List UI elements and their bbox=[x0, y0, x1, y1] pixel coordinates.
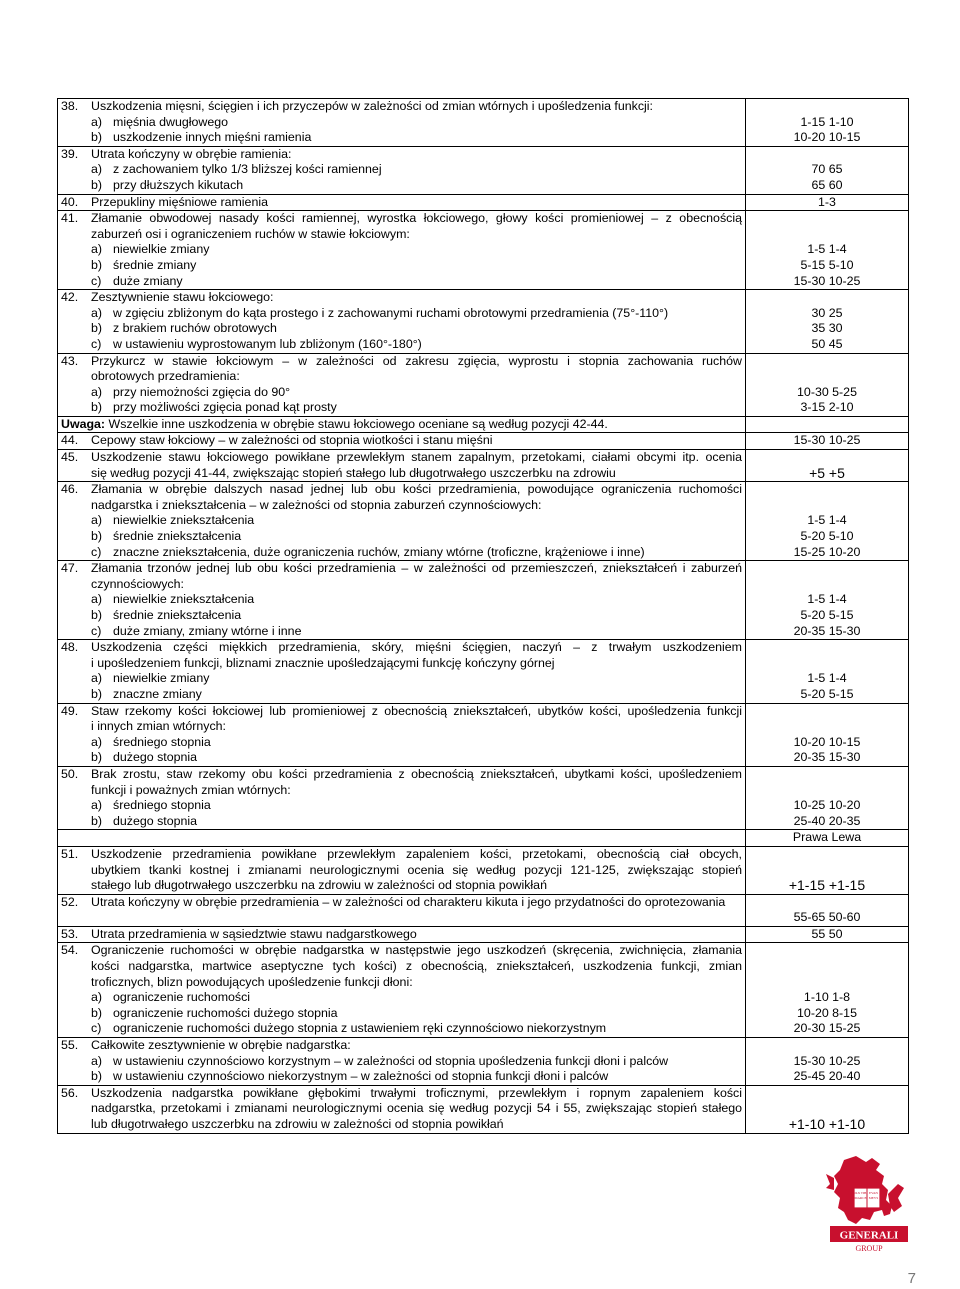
table-row bbox=[58, 211, 909, 290]
row-heading bbox=[61, 433, 742, 449]
rate-value: 1-5 1-4 bbox=[807, 242, 847, 257]
rate-value: +5 +5 bbox=[809, 464, 845, 481]
row-number: 40. bbox=[61, 194, 79, 209]
rate-value: 1-3 bbox=[818, 194, 836, 209]
rate-value: 10-20 8-15 bbox=[797, 1005, 857, 1020]
row-heading bbox=[61, 767, 742, 783]
row-description bbox=[58, 353, 746, 416]
row-description bbox=[58, 703, 746, 766]
rate-value: 20-35 15-30 bbox=[793, 750, 861, 765]
row-heading bbox=[61, 482, 742, 498]
table-row bbox=[58, 290, 909, 353]
row-number: 55. bbox=[61, 1038, 79, 1053]
sub-item bbox=[61, 258, 742, 274]
svg-text:MEVS: MEVS bbox=[868, 1196, 879, 1200]
row-value-cell bbox=[746, 482, 909, 561]
rate-value: 10-20 10-15 bbox=[793, 734, 861, 749]
rate-value: 65 60 bbox=[811, 177, 843, 192]
table-row bbox=[58, 1085, 909, 1133]
sub-item-letter: b) bbox=[91, 686, 103, 701]
rate-value: 5-20 5-15 bbox=[800, 686, 854, 701]
svg-text:EVAN: EVAN bbox=[869, 1191, 878, 1195]
row-heading bbox=[61, 895, 742, 911]
row-number: 49. bbox=[61, 703, 79, 718]
rate-value: 20-35 15-30 bbox=[793, 623, 861, 638]
logo-group: GROUP bbox=[855, 1244, 883, 1253]
row-title-continuation: troficznych, blizn powodujących upośledzenie funkcji dłoni: bbox=[91, 974, 413, 989]
sub-item bbox=[61, 687, 742, 703]
sub-item bbox=[61, 1054, 742, 1070]
row-number: 44. bbox=[61, 433, 79, 448]
sub-item-text: mięśnia dwugłowego bbox=[113, 114, 229, 129]
row-description bbox=[58, 766, 746, 829]
table-row bbox=[58, 450, 909, 482]
sub-item bbox=[61, 306, 742, 322]
sub-item-text: dużego stopnia bbox=[113, 813, 198, 828]
row-title: Staw rzekomy kości łokciowej lub promieniowej z obecnością zniekształceń, ubytków kości, upośledzenia funkcji bbox=[91, 703, 742, 718]
page-number: 7 bbox=[907, 1270, 916, 1287]
row-description bbox=[58, 894, 746, 926]
note-value-cell bbox=[746, 416, 909, 433]
row-title: Brak zrostu, staw rzekomy obu kości przedramienia z obecnością zniekształceń, ubytkami kości, upośledzeniem bbox=[91, 766, 742, 781]
spacer bbox=[61, 910, 742, 926]
rate-value: 1-10 1-8 bbox=[803, 990, 851, 1005]
sub-item bbox=[61, 592, 742, 608]
sub-item-text: niewielkie zniekształcenia bbox=[113, 513, 255, 528]
row-value-cell bbox=[746, 894, 909, 926]
sub-item-letter: b) bbox=[91, 130, 103, 145]
rate-value: 5-20 5-10 bbox=[800, 529, 854, 544]
row-value-cell bbox=[746, 846, 909, 894]
sub-item-text: średnie zmiany bbox=[113, 257, 197, 272]
row-title: Ograniczenie ruchomości w obrębie nadgarstka w następstwie jego uszkodzeń (skręcenia, zwichnięcia, złamania bbox=[91, 943, 742, 958]
row-value-cell bbox=[746, 353, 909, 416]
table-row bbox=[58, 482, 909, 561]
sub-item-text: średnie zniekształcenia bbox=[113, 529, 242, 544]
sub-item-letter: a) bbox=[91, 734, 103, 749]
row-title: Utrata kończyny w obrębie przedramienia – w zależności od charakteru kikuta i jego przydatności do oprotezowania bbox=[91, 894, 726, 909]
row-value-cell bbox=[746, 433, 909, 450]
sub-item bbox=[61, 545, 742, 561]
row-description bbox=[58, 943, 746, 1038]
rate-value: 35 30 bbox=[811, 321, 843, 336]
sub-item-text: w zgięciu zbliżonym do kąta prostego i z zachowanymi ruchami obrotowymi przedramienia (75°-110°) bbox=[113, 305, 669, 320]
row-value-cell bbox=[746, 194, 909, 211]
row-number: 51. bbox=[61, 846, 79, 861]
table-row bbox=[58, 1038, 909, 1086]
sub-item-letter: a) bbox=[91, 671, 103, 686]
row-title-continuation: lub długotrwałego uszczerbku na zdrowiu w zależności od stopnia powikłań bbox=[91, 1117, 504, 1131]
sub-item bbox=[61, 321, 742, 337]
sub-item bbox=[61, 242, 742, 258]
row-title-continuation: się według pozycji 41-44, zwiększając stopień stałego lub długotrwałego uszczerbku na zdrowiu bbox=[91, 465, 616, 480]
row-description bbox=[58, 146, 746, 194]
generali-logo bbox=[826, 1154, 910, 1254]
row-number: 53. bbox=[61, 926, 79, 941]
row-title: Zesztywnienie stawu łokciowego: bbox=[91, 290, 274, 305]
sub-item bbox=[61, 814, 742, 830]
sub-item-letter: c) bbox=[91, 623, 102, 638]
sub-item-text: niewielkie zmiany bbox=[113, 242, 210, 257]
row-title-continuation: obrotowych przedramienia: bbox=[91, 369, 240, 384]
table-row bbox=[58, 943, 909, 1038]
row-number: 46. bbox=[61, 482, 79, 497]
row-description bbox=[58, 1038, 746, 1086]
row-description bbox=[58, 450, 746, 482]
sub-item bbox=[61, 400, 742, 416]
rate-value: 55 50 bbox=[811, 926, 843, 941]
sub-item bbox=[61, 1069, 742, 1085]
row-description bbox=[58, 290, 746, 353]
row-title: Przykurcz w stawie łokciowym – w zależności od zakresu zgięcia, wyprostu i stopnia zachowania ruchów bbox=[91, 353, 742, 368]
row-number: 56. bbox=[61, 1085, 79, 1100]
sub-item-letter: a) bbox=[91, 592, 103, 607]
row-description bbox=[58, 482, 746, 561]
sub-item-text: ograniczenie ruchomości dużego stopnia bbox=[113, 1005, 338, 1020]
sub-item-text: duże zmiany bbox=[113, 273, 183, 288]
rate-value: 10-30 5-25 bbox=[797, 384, 857, 399]
row-title: Utrata przedramienia w sąsiedztwie stawu nadgarstkowego bbox=[91, 926, 417, 941]
sub-item-text: w ustawieniu czynnościowo korzystnym – w zależności od stopnia upośledzenia funkcji dłoni i palców bbox=[113, 1053, 669, 1068]
row-description bbox=[58, 561, 746, 640]
row-description bbox=[58, 1085, 746, 1133]
note-cell bbox=[58, 416, 746, 433]
rate-value: 1-5 1-4 bbox=[807, 592, 847, 607]
row-heading bbox=[61, 1038, 742, 1054]
rate-value: 1-5 1-4 bbox=[807, 513, 847, 528]
row-number: 52. bbox=[61, 894, 79, 909]
row-value-cell bbox=[746, 943, 909, 1038]
row-title-continuation: i innych zmian wtórnych: bbox=[91, 719, 226, 734]
rate-value: 15-30 10-25 bbox=[793, 273, 861, 288]
table-row bbox=[58, 99, 909, 147]
sub-item-letter: a) bbox=[91, 798, 103, 813]
sub-item bbox=[61, 624, 742, 640]
row-value-cell bbox=[746, 1038, 909, 1086]
sub-item bbox=[61, 990, 742, 1006]
sub-item-letter: a) bbox=[91, 1053, 103, 1068]
sub-item-text: dużego stopnia bbox=[113, 750, 198, 765]
rate-value: 5-15 5-10 bbox=[800, 257, 854, 272]
sub-item-letter: b) bbox=[91, 1005, 103, 1020]
row-heading bbox=[61, 640, 742, 656]
row-title-continuation: czynnościowych: bbox=[91, 576, 184, 591]
sub-item bbox=[61, 750, 742, 766]
sub-item bbox=[61, 178, 742, 194]
sub-item bbox=[61, 274, 742, 290]
sub-item-letter: b) bbox=[91, 750, 103, 765]
row-number: 48. bbox=[61, 640, 79, 655]
label-row-empty bbox=[58, 830, 746, 847]
sub-item-letter: a) bbox=[91, 305, 103, 320]
row-title-continuation: nadgarstka i zniekształcenia – w zależności od stopnia zaburzeń czynnościowych: bbox=[91, 497, 542, 512]
rate-value: 70 65 bbox=[811, 162, 843, 177]
row-value-cell bbox=[746, 703, 909, 766]
row-heading bbox=[61, 450, 742, 466]
sub-item-letter: b) bbox=[91, 321, 103, 336]
sub-item-text: przy niemożności zgięcia do 90° bbox=[113, 384, 291, 399]
table-row bbox=[58, 766, 909, 829]
row-heading bbox=[61, 354, 742, 370]
table-row bbox=[58, 194, 909, 211]
note-row bbox=[58, 416, 909, 433]
sub-item-text: średnie zniekształcenia bbox=[113, 608, 242, 622]
row-title-continuation: zaburzeń osi i ograniczeniem ruchów w stawie łokciowym: bbox=[91, 226, 410, 241]
sub-item-letter: a) bbox=[91, 114, 103, 129]
sub-item bbox=[61, 608, 742, 624]
rate-value: 15-30 10-25 bbox=[793, 433, 861, 448]
row-title: Uszkodzenia mięsni, ścięgien i ich przyczepów w zależności od zmian wtórnych i upośledzenia funkcji: bbox=[91, 99, 653, 113]
sub-item-text: z brakiem ruchów obrotowych bbox=[113, 321, 277, 336]
row-number: 41. bbox=[61, 211, 79, 226]
row-heading bbox=[61, 927, 742, 943]
sub-item-text: ograniczenie ruchomości bbox=[113, 990, 251, 1005]
sub-item-letter: b) bbox=[91, 608, 103, 622]
sub-item-text: niewielkie zmiany bbox=[113, 671, 210, 686]
sub-item-text: przy dłuższych kikutach bbox=[113, 177, 244, 192]
row-number: 43. bbox=[61, 353, 79, 368]
row-title: Uszkodzenie przedramienia powikłane przewlekłym zapaleniem kości, przetokami, obecnością ciał obcych, bbox=[91, 846, 742, 861]
rate-value: 15-30 10-25 bbox=[793, 1053, 861, 1068]
row-title: Utrata kończyny w obrębie ramienia: bbox=[91, 146, 292, 161]
row-title: Uszkodzenia nadgarstka powikłane głębokimi trwałymi troficznymi, przewlekłym i ropnym zapaleniem kości bbox=[91, 1085, 742, 1100]
row-value-cell bbox=[746, 1085, 909, 1133]
row-title: Złamanie obwodowej nasady kości ramiennej, wyrostka łokciowego, głowy kości promieniowej – z obecnością bbox=[91, 211, 742, 226]
rate-value: 20-30 15-25 bbox=[793, 1021, 861, 1036]
sub-item-text: znaczne zniekształcenia, duże ograniczenia ruchów, zmiany wtórne (troficzne, krążeniowe i inne) bbox=[113, 544, 645, 559]
row-description bbox=[58, 99, 746, 147]
row-number: 38. bbox=[61, 99, 79, 113]
row-title-continuation: stałego lub długotrwałego uszczerbku na zdrowiu w zależności od stopnia powikłań bbox=[91, 878, 547, 893]
rate-value: 1-15 1-10 bbox=[800, 114, 854, 129]
row-heading bbox=[61, 561, 742, 577]
row-value-cell bbox=[746, 146, 909, 194]
logo-brand: GENERALI bbox=[839, 1229, 899, 1242]
table-row bbox=[58, 926, 909, 943]
rate-value: 30 25 bbox=[811, 305, 843, 320]
row-title: Uszkodzenia części miękkich przedramienia, skóry, mięśni ścięgien, naczyń – z trwałym uszkodzeniem bbox=[91, 640, 742, 655]
row-description bbox=[58, 926, 746, 943]
sub-item bbox=[61, 671, 742, 687]
table-row bbox=[58, 894, 909, 926]
sub-item bbox=[61, 529, 742, 545]
row-title: Całkowite zesztywnienie w obrębie nadgarstka: bbox=[91, 1038, 351, 1053]
rate-value: +1-10 +1-10 bbox=[788, 1116, 866, 1132]
row-number: 50. bbox=[61, 766, 79, 781]
sub-item-letter: c) bbox=[91, 544, 102, 559]
row-title-continuation: funkcji i poważnych zmian wtórnych: bbox=[91, 782, 291, 797]
row-number: 39. bbox=[61, 146, 79, 161]
rate-value: 10-20 10-15 bbox=[793, 130, 861, 145]
sub-item-text: duże zmiany, zmiany wtórne i inne bbox=[113, 623, 302, 638]
sub-item-text: znaczne zmiany bbox=[113, 686, 202, 701]
rate-value: 55-65 50-60 bbox=[793, 910, 861, 925]
row-heading bbox=[61, 147, 742, 163]
sub-item-letter: c) bbox=[91, 273, 102, 288]
row-title-continuation: nadgarstka, przetokami i zmianami neurologicznymi ocenia się według pozycji 54 i 55, zwiększając stopień stałego bbox=[91, 1101, 742, 1116]
insurance-rates-table bbox=[57, 98, 909, 1134]
sub-item bbox=[61, 798, 742, 814]
sub-item bbox=[61, 162, 742, 178]
rate-value: +1-15 +1-15 bbox=[788, 877, 866, 894]
row-value-cell bbox=[746, 450, 909, 482]
sub-item bbox=[61, 337, 742, 353]
row-number: 42. bbox=[61, 290, 79, 305]
table-row bbox=[58, 703, 909, 766]
row-number: 47. bbox=[61, 561, 79, 576]
sub-item-text: uszkodzenie innych mięśni ramienia bbox=[113, 130, 312, 145]
row-title-continuation: i upośledzeniem funkcji, bliznami znacznie upośledzającymi funkcję kończyny górnej bbox=[91, 655, 555, 670]
table-row bbox=[58, 640, 909, 703]
sub-item bbox=[61, 735, 742, 751]
row-value-cell bbox=[746, 211, 909, 290]
side-label: Prawa Lewa bbox=[792, 830, 862, 845]
row-value-cell bbox=[746, 926, 909, 943]
table-row bbox=[58, 846, 909, 894]
table-row bbox=[58, 433, 909, 450]
sub-item-letter: a) bbox=[91, 384, 103, 399]
sub-item-letter: b) bbox=[91, 813, 103, 828]
sub-item-letter: b) bbox=[91, 1069, 103, 1084]
sub-item-text: w ustawieniu wyprostowanym lub zbliżonym (160°-180°) bbox=[113, 336, 422, 351]
row-heading bbox=[61, 1086, 742, 1102]
sub-item bbox=[61, 385, 742, 401]
row-value-cell bbox=[746, 766, 909, 829]
row-heading bbox=[61, 290, 742, 306]
row-title-continuation: kości nadgarstka, martwice aseptyczne tych kości) z obecnością, zniekształceń, uszkodzenia funkcji, zmian bbox=[91, 959, 742, 974]
row-heading bbox=[61, 99, 742, 115]
sub-item-letter: b) bbox=[91, 177, 103, 192]
row-description bbox=[58, 846, 746, 894]
sub-item-letter: b) bbox=[91, 529, 103, 544]
rate-value: 25-45 20-40 bbox=[793, 1069, 861, 1084]
rate-value: 50 45 bbox=[811, 336, 843, 351]
note-text: Wszelkie inne uszkodzenia w obrębie stawu łokciowego oceniane są według pozycji 42-44. bbox=[105, 416, 608, 431]
row-title: Złamania w obrębie dalszych nasad jednej lub obu kości przedramienia, powodujące ograniczenia ruchomości bbox=[91, 482, 742, 497]
sub-item-text: średniego stopnia bbox=[113, 734, 211, 749]
row-number: 54. bbox=[61, 943, 79, 958]
sub-item bbox=[61, 1006, 742, 1022]
row-title: Złamania trzonów jednej lub obu kości przedramienia – w zależności od przemieszczeń, zniekształceń i zaburzeń bbox=[91, 561, 742, 576]
row-value-cell bbox=[746, 99, 909, 147]
sub-item-text: z zachowaniem tylko 1/3 bliższej kości ramiennej bbox=[113, 162, 382, 177]
note-label: Uwaga: bbox=[61, 416, 106, 431]
row-title: Uszkodzenie stawu łokciowego powikłane przewlekłym stanem zapalnym, przetokami, ciałami obcymi itp. ocenia bbox=[91, 450, 742, 465]
row-title: Przepukliny mięśniowe ramienia bbox=[91, 194, 268, 209]
row-description bbox=[58, 194, 746, 211]
svg-text:MARCE: MARCE bbox=[854, 1196, 867, 1200]
sub-item-letter: a) bbox=[91, 513, 103, 528]
sub-item-text: niewielkie zniekształcenia bbox=[113, 592, 255, 607]
row-number: 45. bbox=[61, 450, 79, 465]
sub-item-text: w ustawieniu czynnościowo niekorzystnym – w zależności od stopnia funkcji dłoni i palców bbox=[113, 1069, 609, 1084]
row-description bbox=[58, 211, 746, 290]
table-row bbox=[58, 561, 909, 640]
sub-item bbox=[61, 1021, 742, 1037]
table-body bbox=[58, 99, 909, 1134]
rate-value: 15-25 10-20 bbox=[793, 544, 861, 559]
row-heading bbox=[61, 704, 742, 720]
sub-item bbox=[61, 130, 742, 146]
sub-item-letter: a) bbox=[91, 242, 103, 257]
sub-item-letter: a) bbox=[91, 990, 103, 1005]
row-description bbox=[58, 640, 746, 703]
sub-item-letter: b) bbox=[91, 257, 103, 272]
sub-item-letter: a) bbox=[91, 162, 103, 177]
label-row bbox=[58, 830, 909, 847]
row-value-cell bbox=[746, 290, 909, 353]
side-label-cell bbox=[746, 830, 909, 847]
row-heading bbox=[61, 847, 742, 863]
row-description bbox=[58, 433, 746, 450]
row-heading bbox=[61, 943, 742, 959]
sub-item-text: ograniczenie ruchomości dużego stopnia z ustawieniem ręki czynnościowo niekorzystnym bbox=[113, 1021, 607, 1036]
sub-item bbox=[61, 115, 742, 131]
rate-value: 10-25 10-20 bbox=[793, 798, 861, 813]
row-heading bbox=[61, 211, 742, 227]
row-title: Cepowy staw łokciowy – w zależności od stopnia wiotkości i stanu mięśni bbox=[91, 433, 493, 448]
rate-value: 3-15 2-10 bbox=[800, 400, 854, 415]
sub-item-text: przy możliwości zgięcia ponad kąt prosty bbox=[113, 400, 337, 415]
sub-item-letter: b) bbox=[91, 400, 103, 415]
svg-text:PAX TIBI: PAX TIBI bbox=[853, 1191, 868, 1195]
row-value-cell bbox=[746, 640, 909, 703]
row-heading bbox=[61, 195, 742, 211]
rate-value: 5-20 5-15 bbox=[800, 608, 854, 622]
sub-item bbox=[61, 513, 742, 529]
rate-value: 1-5 1-4 bbox=[807, 671, 847, 686]
sub-item-text: średniego stopnia bbox=[113, 798, 211, 813]
rate-value: 25-40 20-35 bbox=[793, 813, 861, 828]
sub-item-letter: c) bbox=[91, 1021, 102, 1036]
table-row bbox=[58, 146, 909, 194]
table-row bbox=[58, 353, 909, 416]
sub-item-letter: c) bbox=[91, 336, 102, 351]
row-title-continuation: ubytkiem tkanki kostnej i zmianami neurologicznymi ocenia się według pozycji 121-125, zwiększając stopień bbox=[91, 862, 742, 877]
row-value-cell bbox=[746, 561, 909, 640]
